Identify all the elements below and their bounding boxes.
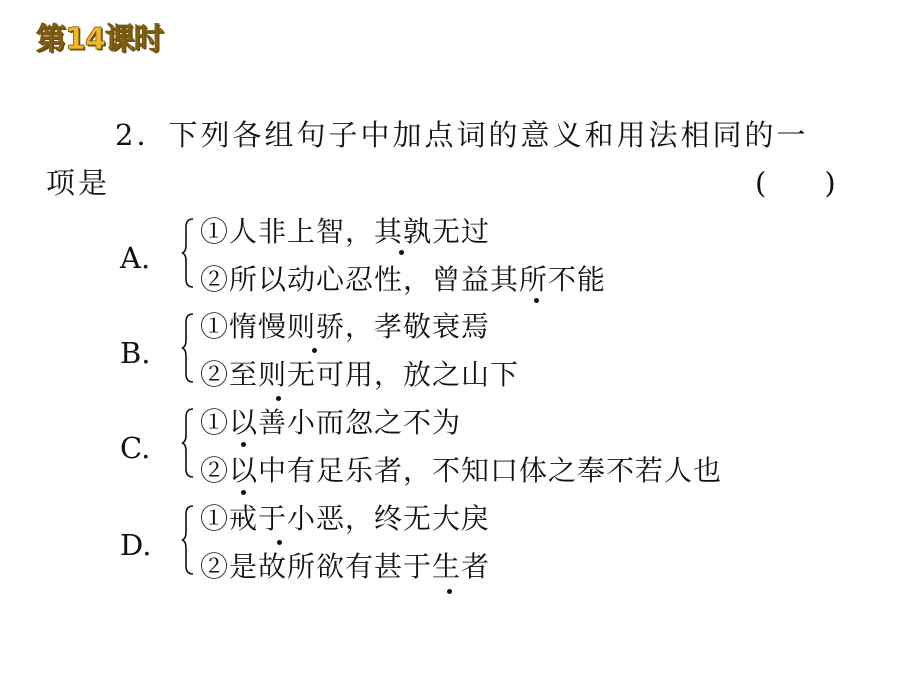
lesson-title: 第14课时 — [36, 22, 163, 57]
emphasis-dot-c1 — [241, 442, 246, 447]
question-stem-line1: 2．下列各组句子中加点词的意义和用法相同的一 — [115, 118, 809, 152]
option-c-brace — [181, 407, 195, 479]
option-b-sentence-1: ①惰慢则骄，孝敬衰焉 — [200, 310, 491, 343]
emphasis-dot-c2 — [241, 490, 246, 495]
emphasis-dot-d2 — [447, 589, 452, 594]
answer-blank: ( ) — [755, 166, 836, 200]
emphasis-dot-d1 — [277, 540, 282, 545]
option-c-sentence-1: ①以善小而忽之不为 — [200, 406, 462, 439]
option-d-sentence-2: ②是故所欲有甚于生者 — [200, 550, 491, 583]
option-d-letter: D. — [120, 528, 152, 562]
question-stem-line2: 项是 — [46, 166, 111, 200]
emphasis-dot-b2 — [276, 396, 281, 401]
option-c-letter: C. — [120, 431, 151, 465]
option-a-sentence-2: ②所以动心忍性，曾益其所不能 — [200, 263, 607, 296]
option-c-sentence-2: ②以中有足乐者，不知口体之奉不若人也 — [200, 454, 723, 487]
option-a-sentence-1: ①人非上智，其孰无过 — [200, 215, 491, 248]
option-d-brace — [181, 504, 195, 576]
option-a-letter: A. — [120, 241, 151, 275]
option-d-sentence-1: ①戒于小恶，终无大戾 — [200, 502, 491, 535]
option-b-sentence-2: ②至则无可用，放之山下 — [200, 358, 520, 391]
option-b-brace — [181, 312, 195, 384]
option-b-letter: B. — [120, 336, 151, 370]
emphasis-dot-a1 — [399, 250, 404, 255]
emphasis-dot-b1 — [312, 348, 317, 353]
emphasis-dot-a2 — [534, 298, 539, 303]
option-a-brace — [181, 217, 195, 289]
